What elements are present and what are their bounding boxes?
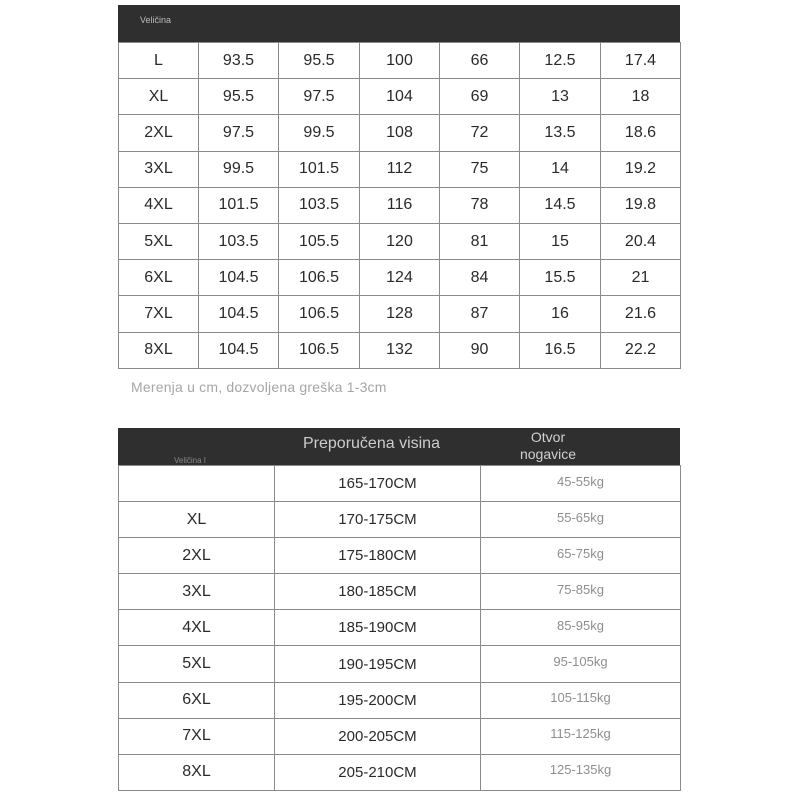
weight-cell: 45-55kg <box>481 466 681 502</box>
weight-cell: 75-85kg <box>481 574 681 610</box>
height-cell: 185-190CM <box>275 610 481 646</box>
table-row <box>119 296 681 332</box>
measurement-cell: 104.5 <box>199 332 279 368</box>
measurement-cell: 104.5 <box>199 260 279 296</box>
table-row <box>119 610 681 646</box>
size-cell <box>119 466 275 502</box>
height-cell: 200-205CM <box>275 718 481 754</box>
measurement-cell: 19.2 <box>601 151 681 187</box>
height-cell: 175-180CM <box>275 538 481 574</box>
size-recommendation-table <box>118 465 681 791</box>
table-row <box>119 187 681 223</box>
size-cell: 2XL <box>119 115 199 151</box>
height-cell: 205-210CM <box>275 754 481 790</box>
measurement-cell: 16.5 <box>520 332 601 368</box>
measurement-cell: 72 <box>440 115 520 151</box>
height-column-label: Preporučena visina <box>303 435 440 452</box>
measurement-cell: 101.5 <box>199 187 279 223</box>
measurement-cell: 116 <box>360 187 440 223</box>
size-cell: 7XL <box>119 296 199 332</box>
size-cell: 6XL <box>119 260 199 296</box>
recommendation-table-header <box>118 428 680 465</box>
measurement-cell: 78 <box>440 187 520 223</box>
size-cell: 7XL <box>119 718 275 754</box>
weight-cell: 55-65kg <box>481 502 681 538</box>
table-row <box>119 538 681 574</box>
table-row <box>119 466 681 502</box>
measurement-note: Merenja u cm, dozvoljena greška 1-3cm <box>131 379 387 395</box>
table-row <box>119 332 681 368</box>
height-cell: 165-170CM <box>275 466 481 502</box>
measurement-cell: 103.5 <box>199 223 279 259</box>
measurement-cell: 15 <box>520 223 601 259</box>
measurement-cell: 14.5 <box>520 187 601 223</box>
table-row <box>119 79 681 115</box>
size-cell: 3XL <box>119 151 199 187</box>
measurement-cell: 124 <box>360 260 440 296</box>
size-table-header <box>118 5 680 42</box>
measurement-cell: 100 <box>360 43 440 79</box>
measurement-cell: 128 <box>360 296 440 332</box>
weight-cell: 85-95kg <box>481 610 681 646</box>
weight-cell: 65-75kg <box>481 538 681 574</box>
measurement-cell: 93.5 <box>199 43 279 79</box>
height-cell: 170-175CM <box>275 502 481 538</box>
measurement-cell: 106.5 <box>279 296 360 332</box>
size-cell: 5XL <box>119 646 275 682</box>
measurement-cell: 12.5 <box>520 43 601 79</box>
weight-column-label: Otvor nogavice <box>519 429 577 462</box>
measurement-cell: 69 <box>440 79 520 115</box>
size-cell: 5XL <box>119 223 199 259</box>
measurement-cell: 97.5 <box>279 79 360 115</box>
table-row <box>119 754 681 790</box>
height-cell: 195-200CM <box>275 682 481 718</box>
measurement-cell: 99.5 <box>279 115 360 151</box>
table-row <box>119 43 681 79</box>
size-cell: XL <box>119 79 199 115</box>
table-row <box>119 574 681 610</box>
size-cell: 3XL <box>119 574 275 610</box>
measurement-cell: 95.5 <box>279 43 360 79</box>
measurement-cell: 97.5 <box>199 115 279 151</box>
table-row <box>119 502 681 538</box>
size-cell: L <box>119 43 199 79</box>
measurement-cell: 105.5 <box>279 223 360 259</box>
measurement-cell: 14 <box>520 151 601 187</box>
size-cell: XL <box>119 502 275 538</box>
table-row <box>119 682 681 718</box>
measurement-cell: 22.2 <box>601 332 681 368</box>
measurement-cell: 95.5 <box>199 79 279 115</box>
measurement-cell: 75 <box>440 151 520 187</box>
measurement-cell: 19.8 <box>601 187 681 223</box>
measurement-cell: 90 <box>440 332 520 368</box>
measurement-cell: 112 <box>360 151 440 187</box>
table-row <box>119 646 681 682</box>
weight-cell: 125-135kg <box>481 754 681 790</box>
measurement-cell: 13.5 <box>520 115 601 151</box>
size-cell: 8XL <box>119 754 275 790</box>
size-column-label: Veličina <box>140 15 172 25</box>
measurement-cell: 81 <box>440 223 520 259</box>
height-cell: 180-185CM <box>275 574 481 610</box>
table-row <box>119 115 681 151</box>
weight-cell: 95-105kg <box>481 646 681 682</box>
measurement-cell: 13 <box>520 79 601 115</box>
measurement-cell: 104 <box>360 79 440 115</box>
measurement-cell: 21 <box>601 260 681 296</box>
size-cell: 6XL <box>119 682 275 718</box>
size-measurement-table <box>118 42 681 369</box>
measurement-cell: 120 <box>360 223 440 259</box>
table-row <box>119 260 681 296</box>
measurement-cell: 104.5 <box>199 296 279 332</box>
measurement-cell: 132 <box>360 332 440 368</box>
measurement-cell: 16 <box>520 296 601 332</box>
measurement-cell: 99.5 <box>199 151 279 187</box>
size-cell: 8XL <box>119 332 199 368</box>
size-cell: 4XL <box>119 187 199 223</box>
measurement-cell: 87 <box>440 296 520 332</box>
measurement-cell: 84 <box>440 260 520 296</box>
measurement-cell: 66 <box>440 43 520 79</box>
measurement-cell: 106.5 <box>279 260 360 296</box>
measurement-cell: 18.6 <box>601 115 681 151</box>
table-row <box>119 718 681 754</box>
measurement-cell: 15.5 <box>520 260 601 296</box>
measurement-cell: 21.6 <box>601 296 681 332</box>
measurement-cell: 101.5 <box>279 151 360 187</box>
measurement-cell: 17.4 <box>601 43 681 79</box>
measurement-cell: 106.5 <box>279 332 360 368</box>
weight-cell: 105-115kg <box>481 682 681 718</box>
table-row <box>119 151 681 187</box>
table-row <box>119 223 681 259</box>
size-cell: 2XL <box>119 538 275 574</box>
size-cell: 4XL <box>119 610 275 646</box>
measurement-cell: 18 <box>601 79 681 115</box>
size-column-label: Veličina I <box>174 456 207 465</box>
weight-cell: 115-125kg <box>481 718 681 754</box>
measurement-cell: 20.4 <box>601 223 681 259</box>
measurement-cell: 103.5 <box>279 187 360 223</box>
height-cell: 190-195CM <box>275 646 481 682</box>
measurement-cell: 108 <box>360 115 440 151</box>
